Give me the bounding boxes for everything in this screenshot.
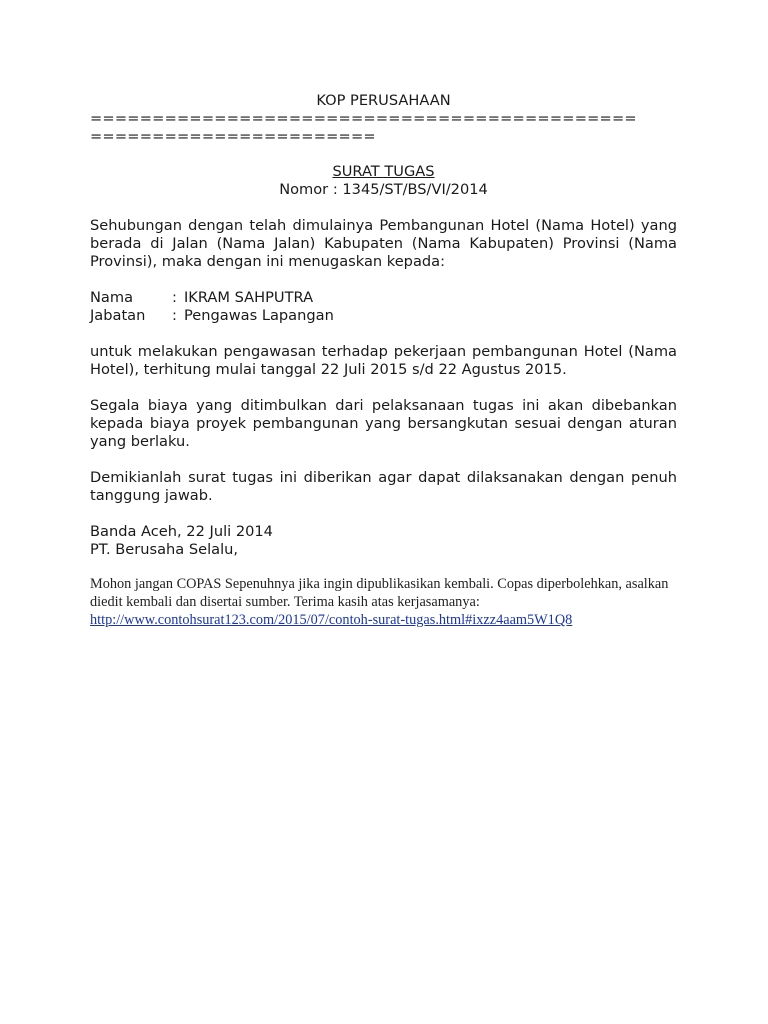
field-value: IKRAM SAHPUTRA	[184, 289, 314, 306]
document-number: Nomor : 1345/ST/BS/VI/2014	[279, 181, 488, 198]
assignee-fields	[90, 289, 677, 325]
letterhead-title: KOP PERUSAHAAN	[316, 92, 451, 109]
source-link[interactable]: http://www.contohsurat123.com/2015/07/contoh-surat-tugas.html#ixzz4aam5W1Q8	[90, 612, 573, 628]
place-date: Banda Aceh, 22 Juli 2014	[90, 523, 273, 540]
company-name: PT. Berusaha Selalu,	[90, 541, 239, 558]
field-value: Pengawas Lapangan	[184, 307, 334, 324]
field-label: Jabatan	[90, 307, 146, 324]
intro-paragraph: Sehubungan dengan telah dimulainya Pembangunan Hotel (Nama Hotel) yang berada di Jalan (Nama Jalan) Kabupaten (Nama Kabupaten) Provinsi (Nama Provinsi), maka dengan ini menugaskan kepada:	[90, 217, 677, 270]
letter-document	[90, 92, 677, 629]
closing-paragraph: Demikianlah surat tugas ini diberikan agar dapat dilaksanakan dengan penuh tanggung jawab.	[90, 469, 677, 504]
letterhead-rule-2: =======================	[90, 128, 376, 145]
field-colon: :	[172, 307, 177, 324]
task-paragraph: untuk melakukan pengawasan terhadap pekerjaan pembangunan Hotel (Nama Hotel), terhitung mulai tanggal 22 Juli 2015 s/d 22 Agustus 2015.	[90, 343, 677, 378]
copy-notice	[90, 575, 677, 629]
cost-paragraph: Segala biaya yang ditimbulkan dari pelaksanaan tugas ini akan dibebankan kepada biaya proyek pembangunan yang bersangkutan sesuai dengan aturan yang berlaku.	[90, 397, 677, 450]
document-title: SURAT TUGAS	[332, 163, 435, 180]
copy-notice-text: Mohon jangan COPAS Sepenuhnya jika ingin dipublikasikan kembali. Copas diperbolehkan, asalkan diedit kembali dan disertai sumber. Terima kasih atas kerjasamanya:	[90, 576, 669, 610]
field-row-nama	[90, 289, 677, 307]
field-label: Nama	[90, 289, 134, 306]
signature-block	[90, 523, 677, 559]
field-colon: :	[172, 289, 177, 306]
letterhead-rule-1: ============================================	[90, 110, 637, 127]
field-row-jabatan	[90, 307, 677, 325]
